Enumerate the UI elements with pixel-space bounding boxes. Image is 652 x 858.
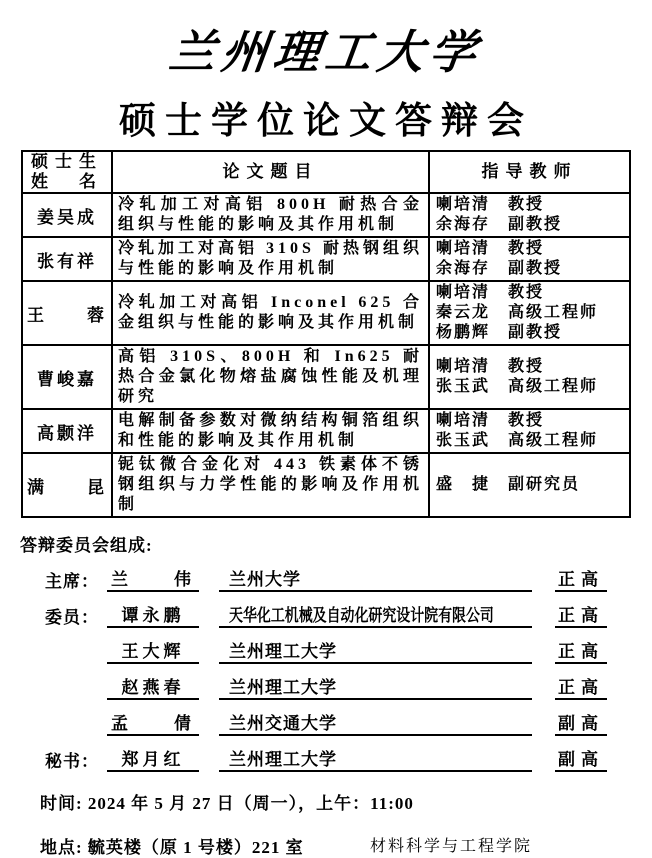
committee-member-row: [45, 604, 652, 628]
advisor-line: 余海存 副教授: [436, 216, 563, 233]
thesis-title: 电解制备参数对微纳结构铜箔组织和性能的影响及其作用机制: [112, 409, 429, 453]
committee-member-row: [45, 748, 652, 772]
member-rank: 正高: [555, 637, 607, 664]
member-rank: 副高: [555, 745, 607, 772]
member-name: 郑月红: [107, 745, 199, 772]
student-name: 王 蓉: [22, 281, 112, 345]
committee-heading: 答辩委员会组成:: [20, 536, 153, 555]
member-affiliation-text: 兰州大学: [229, 570, 301, 589]
advisor-line: 喇培清 教授: [436, 412, 545, 429]
member-affiliation: [219, 673, 532, 700]
advisor-line: 张玉武 高级工程师: [436, 378, 599, 395]
member-affiliation-text: 兰州理工大学: [229, 678, 337, 697]
advisor-line: 秦云龙 高级工程师: [436, 304, 599, 321]
member-rank: 正高: [555, 565, 607, 592]
thesis-title: 冷轧加工对高铝 310S 耐热钢组织与性能的影响及作用机制: [112, 237, 429, 281]
header-advisor: 指导教师: [429, 151, 630, 193]
thesis-title: 高铝 310S、800H 和 In625 耐热合金氯化物熔盐腐蚀性能及机理研究: [112, 345, 429, 409]
member-affiliation-text: 兰州交通大学: [229, 714, 337, 733]
thesis-title: 冷轧加工对高铝 800H 耐热合金组织与性能的影响及其作用机制: [112, 193, 429, 237]
department-name: 材料科学与工程学院: [370, 838, 533, 855]
member-affiliation: [219, 637, 532, 664]
committee-member-row: [45, 640, 652, 664]
advisor-cell: [429, 409, 630, 453]
member-name: 兰 伟: [107, 565, 199, 592]
advisor-cell: [429, 281, 630, 345]
location-line: 地点: 毓英楼（原 1 号楼）221 室: [40, 838, 304, 857]
student-name: 高颢洋: [22, 409, 112, 453]
time-line: 时间: 2024 年 5 月 27 日（周一），上午：11:00: [40, 794, 414, 813]
committee-member-row: [45, 568, 652, 592]
member-affiliation: [219, 601, 532, 628]
member-affiliation-text: 兰州理工大学: [229, 642, 337, 661]
thesis-title: 冷轧加工对高铝 Inconel 625 合金组织与性能的影响及其作用机制: [112, 281, 429, 345]
member-rank: 正高: [555, 601, 607, 628]
table-row: [22, 281, 630, 345]
thesis-title: 铌钛微合金化对 443 铁素体不锈钢组织与力学性能的影响及作用机制: [112, 453, 429, 517]
member-affiliation: [219, 745, 532, 772]
header-thesis-title: 论文题目: [112, 151, 429, 193]
advisor-line: 盛 捷 副研究员: [436, 476, 581, 493]
member-affiliation-text: 兰州理工大学: [229, 750, 337, 769]
member-affiliation: [219, 709, 532, 736]
advisor-line: 喇培清 教授: [436, 284, 545, 301]
advisor-cell: [429, 345, 630, 409]
document-page: [0, 16, 652, 857]
advisor-line: 喇培清 教授: [436, 358, 545, 375]
committee-member-row: [45, 676, 652, 700]
advisor-line: 喇培清 教授: [436, 196, 545, 213]
header-student-name-line1: 硕士生: [31, 152, 103, 171]
table-row: [22, 345, 630, 409]
committee-list: [0, 568, 652, 772]
student-name: 满 昆: [22, 453, 112, 517]
member-name: 赵燕春: [107, 673, 199, 700]
member-name: 王大辉: [107, 637, 199, 664]
member-role-label: 秘书：: [45, 752, 99, 771]
committee-member-row: [45, 712, 652, 736]
table-row: [22, 237, 630, 281]
advisor-line: 余海存 副教授: [436, 260, 563, 277]
member-rank: 副高: [555, 709, 607, 736]
table-row: [22, 193, 630, 237]
member-affiliation: [219, 565, 532, 592]
student-name: 张有祥: [22, 237, 112, 281]
advisor-cell: [429, 237, 630, 281]
member-name: 谭永鹏: [107, 601, 199, 628]
advisor-cell: [429, 453, 630, 517]
table-row: [22, 453, 630, 517]
member-name: 孟 倩: [107, 709, 199, 736]
member-rank: 正高: [555, 673, 607, 700]
table-row: [22, 409, 630, 453]
student-name: 曹峻嘉: [22, 345, 112, 409]
defense-table: [21, 150, 631, 518]
member-role-label: 委员：: [45, 608, 99, 627]
page-title: 硕士学位论文答辩会: [119, 101, 533, 142]
advisor-line: 张玉武 高级工程师: [436, 432, 599, 449]
member-role-label: 主席：: [45, 572, 99, 591]
advisor-cell: [429, 193, 630, 237]
advisor-line: 喇培清 教授: [436, 240, 545, 257]
member-affiliation-text: 天华化工机械及自动化研究设计院有限公司: [229, 606, 494, 625]
university-logo-calligraphy: 兰州理工大学: [166, 27, 485, 78]
student-name: 姜吴成: [22, 193, 112, 237]
advisor-line: 杨鹏辉 副教授: [436, 324, 563, 341]
header-student-name-line2: 姓 名: [31, 172, 103, 191]
header-student-name: [22, 151, 112, 193]
table-header-row: [22, 151, 630, 193]
